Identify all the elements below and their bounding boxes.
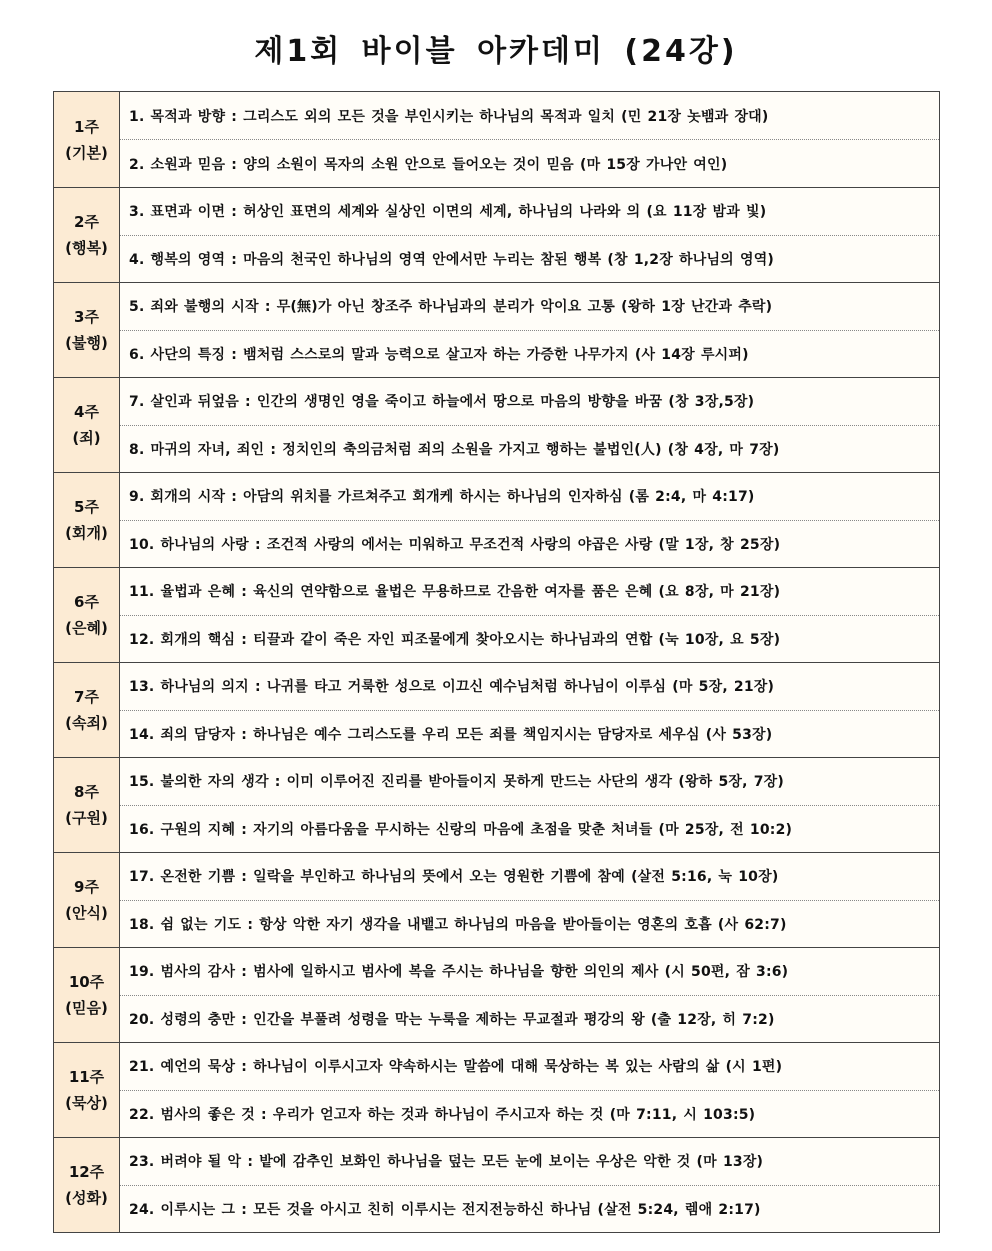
lesson-19: 19. 범사의 감사 : 범사에 일하시고 범사에 복을 주시는 하나님을 향한 의인의 제사 (시 50편, 잠 3:6) xyxy=(129,964,789,981)
week-lessons xyxy=(120,568,939,662)
week-row-10 xyxy=(54,947,939,1042)
week-label-3 xyxy=(54,283,120,377)
lesson-11: 11. 율법과 은혜 : 육신의 연약함으로 율법은 무용하므로 간음한 여자를 품은 은혜 (요 8장, 마 21장) xyxy=(129,584,781,601)
lesson-14: 14. 죄의 담당자 : 하나님은 예수 그리스도를 우리 모든 죄를 책임지시는 담당자로 세우심 (사 53장) xyxy=(120,710,939,758)
week-label-12 xyxy=(54,1138,120,1232)
week-lessons xyxy=(120,473,939,567)
week-number: 8주 xyxy=(74,783,99,801)
lesson-5: 5. 죄와 불행의 시작 : 무(無)가 아닌 창조주 하나님과의 분리가 악이요 고통 (왕하 1장 난간과 추락) xyxy=(129,299,773,316)
lesson-3: 3. 표면과 이면 : 허상인 표면의 세계와 실상인 이면의 세계, 하나님의 나라와 의 (요 11장 밤과 빛) xyxy=(129,204,767,221)
week-number: 4주 xyxy=(74,403,99,421)
lesson-20: 20. 성령의 충만 : 인간을 부풀려 성령을 막는 누룩을 제하는 무교절과 평강의 왕 (출 12장, 히 7:2) xyxy=(120,995,939,1043)
week-number: 1주 xyxy=(74,117,99,136)
lesson-7: 7. 살인과 뒤엎음 : 인간의 생명인 영을 죽이고 하늘에서 땅으로 마음의 방향을 바꿈 (창 3장,5장) xyxy=(129,394,755,411)
lesson-23: 23. 버려야 될 악 : 밭에 감추인 보화인 하나님을 덮는 모든 눈에 보이는 우상은 악한 것 (마 13장) xyxy=(129,1154,764,1171)
lesson-1: 1. 목적과 방향 : 그리스도 외의 모든 것을 부인시키는 하나님의 목적과 일치 (민 21장 놋뱀과 장대) xyxy=(129,108,769,125)
week-number: 6주 xyxy=(74,593,99,611)
week-row-3 xyxy=(54,282,939,377)
lesson-8: 8. 마귀의 자녀, 죄인 : 정치인의 축의금처럼 죄의 소원을 가지고 행하는 불법인(人) (창 4장, 마 7장) xyxy=(120,425,939,473)
lesson-2: 2. 소원과 믿음 : 양의 소원이 목자의 소원 안으로 들어오는 것이 믿음 (마 15장 가나안 여인) xyxy=(120,139,939,187)
week-number: 12주 xyxy=(68,1163,105,1181)
week-theme: (불행) xyxy=(65,334,108,352)
week-theme: (속죄) xyxy=(65,714,108,732)
week-label-8 xyxy=(54,758,120,852)
week-label-11 xyxy=(54,1043,120,1137)
week-lessons xyxy=(120,663,939,757)
week-theme: (묵상) xyxy=(65,1094,108,1112)
week-row-6 xyxy=(54,567,939,662)
lesson-16: 16. 구원의 지혜 : 자기의 아름다움을 무시하는 신랑의 마음에 초점을 맞춘 처녀들 (마 25장, 전 10:2) xyxy=(120,805,939,853)
curriculum-table xyxy=(53,91,940,1233)
week-label-1 xyxy=(54,92,120,187)
week-label-2 xyxy=(54,188,120,282)
week-row-12 xyxy=(54,1137,939,1232)
week-lessons xyxy=(120,92,939,187)
week-row-8 xyxy=(54,757,939,852)
week-number: 9주 xyxy=(74,878,99,896)
week-lessons xyxy=(120,188,939,282)
week-number: 7주 xyxy=(74,688,99,706)
week-theme: (구원) xyxy=(65,809,108,827)
week-label-7 xyxy=(54,663,120,757)
week-theme: (기본) xyxy=(65,143,108,162)
lesson-9: 9. 회개의 시작 : 아담의 위치를 가르쳐주고 회개케 하시는 하나님의 인자하심 (롬 2:4, 마 4:17) xyxy=(129,489,755,506)
lesson-4: 4. 행복의 영역 : 마음의 천국인 하나님의 영역 안에서만 누리는 참된 행복 (창 1,2장 하나님의 영역) xyxy=(120,235,939,283)
week-row-2 xyxy=(54,187,939,282)
week-label-4 xyxy=(54,378,120,472)
lesson-15: 15. 불의한 자의 생각 : 이미 이루어진 진리를 받아들이지 못하게 만드는 사단의 생각 (왕하 5장, 7장) xyxy=(129,774,784,791)
lesson-18: 18. 쉼 없는 기도 : 항상 악한 자기 생각을 내뱉고 하나님의 마음을 받아들이는 영혼의 호흡 (사 62:7) xyxy=(120,900,939,948)
week-theme: (성화) xyxy=(65,1189,108,1207)
week-lessons xyxy=(120,1043,939,1137)
week-lessons xyxy=(120,948,939,1042)
lesson-13: 13. 하나님의 의지 : 나귀를 타고 거룩한 성으로 이끄신 예수님처럼 하나님이 이루심 (마 5장, 21장) xyxy=(129,679,775,696)
week-row-5 xyxy=(54,472,939,567)
week-label-6 xyxy=(54,568,120,662)
week-theme: (죄) xyxy=(72,429,101,447)
week-row-1 xyxy=(54,92,939,187)
week-row-11 xyxy=(54,1042,939,1137)
week-label-5 xyxy=(54,473,120,567)
week-label-9 xyxy=(54,853,120,947)
lesson-21: 21. 예언의 묵상 : 하나님이 이루시고자 약속하시는 말씀에 대해 묵상하는 복 있는 사람의 삶 (시 1편) xyxy=(129,1059,783,1076)
lesson-24: 24. 이루시는 그 : 모든 것을 아시고 친히 이루시는 전지전능하신 하나님 (살전 5:24, 렘애 2:17) xyxy=(120,1185,939,1233)
week-theme: (안식) xyxy=(65,904,108,922)
week-lessons xyxy=(120,283,939,377)
lesson-10: 10. 하나님의 사랑 : 조건적 사랑의 에서는 미워하고 무조건적 사랑의 야곱은 사랑 (말 1장, 창 25장) xyxy=(120,520,939,568)
week-theme: (믿음) xyxy=(65,999,108,1017)
week-theme: (은혜) xyxy=(65,619,108,637)
page-title: 제1회 바이블 아카데미 (24강) xyxy=(254,34,738,69)
week-lessons xyxy=(120,853,939,947)
lesson-12: 12. 회개의 핵심 : 티끌과 같이 죽은 자인 피조물에게 찾아오시는 하나님과의 연합 (눅 10장, 요 5장) xyxy=(120,615,939,663)
week-number: 2주 xyxy=(74,213,99,231)
week-number: 10주 xyxy=(68,973,105,991)
week-label-10 xyxy=(54,948,120,1042)
week-number: 3주 xyxy=(74,308,99,326)
week-row-4 xyxy=(54,377,939,472)
lesson-17: 17. 온전한 기쁨 : 일락을 부인하고 하나님의 뜻에서 오는 영원한 기쁨에 참예 (살전 5:16, 눅 10장) xyxy=(129,869,779,886)
week-theme: (행복) xyxy=(65,239,108,257)
week-row-7 xyxy=(54,662,939,757)
week-lessons xyxy=(120,378,939,472)
week-number: 11주 xyxy=(68,1068,105,1086)
week-lessons xyxy=(120,1138,939,1232)
week-number: 5주 xyxy=(74,498,99,516)
lesson-6: 6. 사단의 특징 : 뱀처럼 스스로의 말과 능력으로 살고자 하는 가증한 나무가지 (사 14장 루시퍼) xyxy=(120,330,939,378)
week-lessons xyxy=(120,758,939,852)
lesson-22: 22. 범사의 좋은 것 : 우리가 얻고자 하는 것과 하나님이 주시고자 하는 것 (마 7:11, 시 103:5) xyxy=(120,1090,939,1138)
week-row-9 xyxy=(54,852,939,947)
week-theme: (회개) xyxy=(65,524,108,542)
